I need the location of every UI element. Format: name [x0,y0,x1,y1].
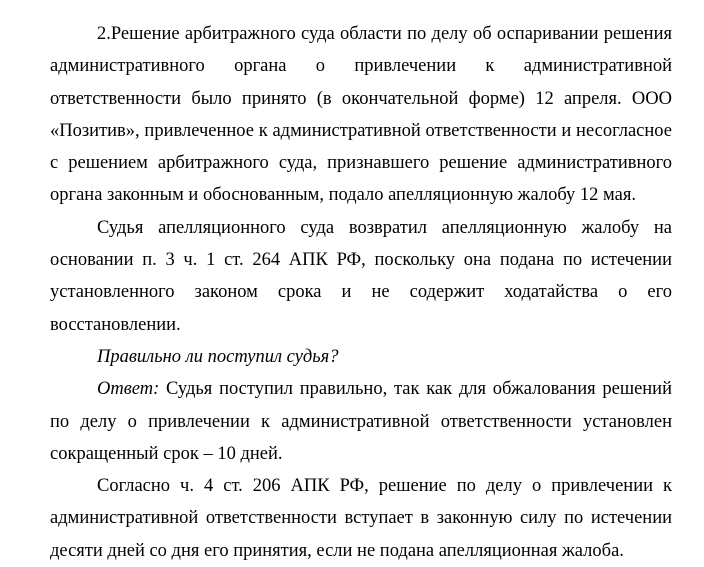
question-paragraph: Правильно ли поступил судья? [97,346,339,367]
answer-paragraph [50,373,672,470]
case-description-paragraph: 2.Решение арбитражного суда области по делу об оспаривании решения административного органа о привлечении к административной ответственности было принято (в окончательной форме) 12 апреля. ООО «Позитив», привлеченное к административной ответственности и несогласное с решением арбитражного суда, признавшего решение административного органа законным и обоснованным, подало апелляционную жалобу 12 мая. [50,24,672,206]
answer-label: Ответ: [97,379,160,400]
legal-basis-paragraph: Согласно ч. 4 ст. 206 АПК РФ, решение по делу о привлечении к административной ответственности вступает в законную силу по истечении десяти дней со дня его принятия, если не подана апелляционная жалоба. [50,476,672,561]
answer-text: Судья поступил правильно, так как для обжалования решений по делу о привлечении к административной ответственности установлен сокращенный срок – 10 дней. [50,379,672,464]
document-page [50,18,672,567]
judge-action-paragraph: Судья апелляционного суда возвратил апелляционную жалобу на основании п. 3 ч. 1 ст. 264 АПК РФ, поскольку она подана по истечении установленного законом срока и не содержит ходатайства о его восстановлении. [50,217,672,335]
